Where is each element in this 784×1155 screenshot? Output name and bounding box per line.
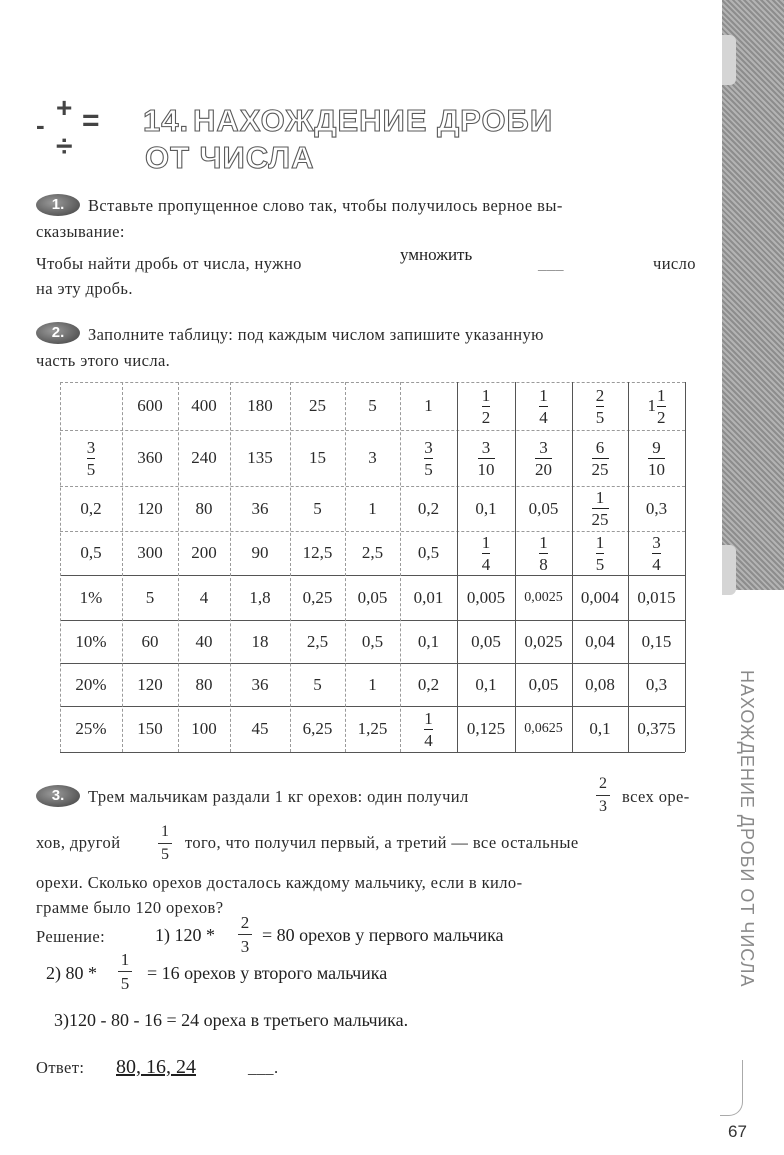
fraction-denominator: 4: [481, 554, 491, 574]
fraction-bar: [87, 458, 96, 459]
table-cell: [572, 663, 628, 706]
fraction: [539, 387, 548, 426]
minus-icon: -: [36, 110, 45, 140]
table-cell: [178, 706, 230, 752]
fraction-numerator: 3: [86, 437, 96, 457]
cell-value: [424, 439, 433, 478]
cell-value: 0,5: [361, 631, 384, 651]
task3-line4: грамме было 120 орехов?: [36, 898, 224, 917]
table-cell: [230, 575, 290, 620]
fraction-table: [60, 382, 685, 752]
table-cell: [230, 486, 290, 531]
cell-value: [482, 387, 491, 426]
fraction-denominator: 25: [591, 459, 609, 479]
cell-value: 1,8: [249, 587, 271, 607]
cell-value: 1: [368, 674, 377, 694]
table-cell: [345, 486, 400, 531]
task3-line2-b: того, что получил первый, а третий — все остальные: [185, 833, 579, 852]
table-cell: [457, 430, 515, 486]
fraction-numerator: 3: [652, 532, 661, 552]
fraction-bar: [535, 458, 552, 459]
task1-sentence-start: Чтобы найти дробь от числа, нужно: [36, 254, 302, 273]
fraction-bar: [424, 729, 433, 730]
table-cell: [457, 706, 515, 752]
table-cell: [178, 430, 230, 486]
fraction-denominator: 3: [599, 798, 607, 815]
fraction-denominator: 4: [652, 554, 661, 574]
cell-value: 0,5: [80, 543, 102, 562]
table-cell: [122, 620, 178, 663]
table-cell: [515, 575, 572, 620]
plus-icon: +: [56, 92, 73, 123]
fraction-numerator: 1: [120, 950, 130, 969]
solution-label: Решение:: [36, 927, 106, 946]
table-cell: [178, 486, 230, 531]
table-cell: [572, 486, 628, 531]
fraction: [592, 489, 609, 528]
cell-value: 4: [199, 587, 209, 607]
table-cell: [457, 531, 515, 575]
task3-fraction-one-fifth: [158, 824, 172, 863]
cell-value: 1: [368, 498, 377, 518]
cell-value: [652, 534, 661, 573]
table-row-label: [60, 486, 122, 531]
table-cell: [122, 575, 178, 620]
divide-icon: ÷: [56, 130, 73, 163]
fraction-denominator: 3: [240, 937, 250, 956]
cell-value: 135: [247, 448, 273, 467]
fraction-numerator: 1: [161, 823, 169, 840]
fraction-bar: [592, 508, 609, 509]
table-cell: [178, 531, 230, 575]
fraction-denominator: 5: [595, 554, 605, 574]
cell-value: 0,375: [637, 719, 676, 738]
cell-value: 0,2: [80, 498, 102, 518]
cell-value: 400: [191, 396, 217, 415]
cell-value: 1%: [79, 587, 103, 607]
cell-value: 150: [137, 719, 163, 738]
fraction-numerator: 1: [424, 708, 433, 728]
cell-value: [478, 439, 495, 478]
solution-step1-b: = 80 орехов у первого мальчика: [262, 925, 504, 945]
margin-tab-strip: [722, 0, 784, 590]
cell-value: 6,25: [302, 719, 333, 738]
cell-value: 0,08: [585, 674, 615, 694]
fraction: [482, 387, 491, 426]
cell-value: 5: [145, 587, 155, 607]
cell-value: 120: [137, 674, 163, 694]
table-cell: [572, 575, 628, 620]
table-cell: [122, 430, 178, 486]
fraction-denominator: 25: [591, 510, 609, 529]
answer-value: 80, 16, 24: [116, 1056, 196, 1078]
cell-value: 0,01: [413, 587, 444, 607]
table-cell: [178, 575, 230, 620]
fraction-denominator: 20: [535, 459, 552, 479]
solution-step1-a: 1) 120 *: [155, 925, 215, 945]
table-cell: [290, 531, 345, 575]
cell-value: 0,1: [475, 674, 497, 694]
table-cell: [230, 663, 290, 706]
table-cell: [230, 531, 290, 575]
cell-value: 0,05: [528, 674, 559, 694]
cell-value: 0,004: [580, 587, 620, 607]
cell-value: [648, 387, 666, 426]
table-cell: [628, 663, 685, 706]
table-cell: [572, 430, 628, 486]
fraction-denominator: 5: [120, 974, 130, 993]
table-cell: [290, 486, 345, 531]
cell-value: [596, 387, 605, 426]
solution-step2-a: 2) 80 *: [46, 963, 97, 983]
table-cell: [290, 430, 345, 486]
table-row-label: [60, 663, 122, 706]
page-number: 67: [728, 1122, 747, 1141]
fraction-numerator: 3: [481, 437, 491, 457]
table-header-cell: [178, 382, 230, 430]
cell-value: 5: [368, 396, 377, 415]
cell-value: [482, 534, 491, 573]
fraction: [592, 439, 609, 478]
table-cell: [345, 663, 400, 706]
table-cell: [400, 531, 457, 575]
cell-value: 0,05: [357, 587, 388, 607]
cell-value: 0,125: [466, 719, 506, 738]
cell-value: 120: [137, 498, 163, 518]
fraction-bar: [592, 458, 609, 459]
cell-value: [539, 534, 548, 573]
task3-line1-a: Трем мальчикам раздали 1 кг орехов: один получил: [88, 787, 469, 806]
table-row-label: [60, 620, 122, 663]
fraction-bar: [482, 553, 491, 554]
table-cell: [457, 620, 515, 663]
arithmetic-ops-icon: [30, 92, 120, 172]
fraction-numerator: 1: [481, 532, 491, 552]
fraction-numerator: 1: [539, 532, 548, 552]
cell-value: 0,0025: [524, 589, 563, 605]
answer-end: ___.: [248, 1058, 279, 1077]
fraction: [87, 439, 96, 478]
cell-value: 100: [191, 719, 217, 738]
fraction-denominator: 2: [481, 407, 491, 427]
table-grid-line: [60, 752, 685, 753]
table-cell: [628, 706, 685, 752]
cell-value: 2,5: [306, 631, 329, 651]
cell-value: 0,5: [417, 543, 440, 562]
fraction-denominator: 5: [161, 846, 169, 863]
table-cell: [628, 575, 685, 620]
equals-icon: =: [82, 104, 100, 137]
cell-value: 240: [191, 448, 217, 467]
table-cell: [572, 706, 628, 752]
fraction-bar: [539, 406, 548, 407]
fraction-denominator: 10: [648, 459, 665, 479]
cell-value: 1,25: [357, 719, 388, 738]
table-cell: [457, 575, 515, 620]
fraction: [657, 387, 666, 426]
task1-text-line2: сказывание:: [36, 222, 125, 241]
table-cell: [230, 706, 290, 752]
page-corner-decoration: [720, 1060, 743, 1116]
fraction-numerator: 1: [657, 385, 666, 405]
cell-value: 25: [309, 396, 326, 415]
fraction-denominator: 4: [424, 730, 433, 750]
fraction-bar: [648, 458, 665, 459]
cell-value: 10%: [75, 631, 107, 651]
cell-value: [424, 710, 433, 749]
table-cell: [345, 531, 400, 575]
task1-answer: умножить: [400, 245, 473, 264]
fraction-numerator: 1: [481, 385, 491, 405]
fraction: [535, 439, 552, 478]
table-grid-line: [685, 382, 686, 752]
section-title-line2: ОТ ЧИСЛА: [145, 140, 315, 175]
table-cell: [230, 620, 290, 663]
cell-value: 45: [251, 719, 269, 738]
table-row-label: [60, 531, 122, 575]
table-cell: [345, 706, 400, 752]
table-cell: [628, 430, 685, 486]
table-cell: [290, 620, 345, 663]
table-header-cell: [345, 382, 400, 430]
table-header-cell: [628, 382, 685, 430]
cell-value: [596, 534, 605, 573]
table-cell: [230, 430, 290, 486]
fraction: [424, 710, 433, 749]
fraction-bar: [424, 458, 433, 459]
cell-value: [87, 439, 96, 478]
fraction: [482, 534, 491, 573]
table-cell: [572, 531, 628, 575]
step2-fraction: [118, 951, 132, 992]
fraction-numerator: 1: [539, 385, 548, 405]
cell-value: 0,1: [417, 631, 440, 651]
table-cell: [345, 430, 400, 486]
task3-line3: орехи. Сколько орехов досталось каждому мальчику, если в кило-: [36, 873, 523, 892]
fraction-numerator: 6: [595, 437, 605, 457]
cell-value: 0,3: [645, 498, 668, 518]
solution-step3: 3)120 - 80 - 16 = 24 ореха в третьего мальчика.: [54, 1010, 409, 1030]
cell-value: [592, 489, 609, 528]
fraction-denominator: 5: [424, 459, 433, 479]
task3-fraction-two-thirds: [596, 776, 610, 815]
answer-label: Ответ:: [36, 1058, 85, 1077]
fraction-bar: [478, 458, 495, 459]
task2-text-line2: часть этого числа.: [36, 351, 171, 370]
cell-value: 0,05: [528, 498, 559, 518]
table-cell: [628, 531, 685, 575]
side-chapter-title: НАХОЖДЕНИЕ ДРОБИ ОТ ЧИСЛА: [737, 670, 757, 988]
table-cell: [515, 531, 572, 575]
cell-value: 36: [251, 674, 269, 694]
fraction-denominator: 5: [595, 407, 605, 427]
cell-value: 600: [137, 396, 163, 415]
fraction-numerator: 1: [595, 532, 605, 552]
table-cell: [122, 706, 178, 752]
fraction-bar: [596, 553, 605, 554]
table-cell: [345, 620, 400, 663]
table-cell: [457, 486, 515, 531]
table-cell: [345, 575, 400, 620]
section-number: 14.: [143, 103, 190, 138]
table-header-cell: [290, 382, 345, 430]
cell-value: 40: [195, 631, 213, 651]
cell-value: 0,05: [471, 631, 501, 651]
fraction-numerator: 2: [240, 913, 250, 932]
solution-step2-b: = 16 орехов у второго мальчика: [147, 963, 388, 983]
cell-value: 0,2: [417, 674, 440, 694]
table-cell: [515, 706, 572, 752]
table-cell: [290, 706, 345, 752]
task1-sentence-mid: число: [653, 254, 696, 273]
cell-value: 0,3: [645, 674, 668, 694]
cell-value: 12,5: [302, 543, 333, 562]
task1-sentence-end: на эту дробь.: [36, 279, 133, 298]
cell-value: 0,04: [585, 631, 615, 651]
table-cell: [400, 486, 457, 531]
fraction-bar: [482, 406, 491, 407]
fraction-numerator: 2: [599, 775, 607, 792]
cell-value: 0,005: [466, 587, 506, 607]
table-header-cell: [230, 382, 290, 430]
fraction-bar: [652, 553, 661, 554]
table-cell: [628, 486, 685, 531]
fraction-denominator: 2: [657, 407, 666, 427]
table-cell: [178, 620, 230, 663]
table-cell: [400, 663, 457, 706]
fraction-bar: [596, 406, 605, 407]
table-cell: [515, 486, 572, 531]
task3-line2-a: хов, другой: [36, 833, 121, 852]
fraction-denominator: 10: [477, 459, 495, 479]
table-cell: [515, 620, 572, 663]
fraction: [652, 534, 661, 573]
fraction-bar: [657, 406, 666, 407]
cell-value: [539, 387, 548, 426]
cell-value: 180: [247, 396, 273, 415]
cell-value: 360: [137, 448, 163, 467]
table-header-cell: [572, 382, 628, 430]
table-cell: [457, 663, 515, 706]
table-cell: [400, 430, 457, 486]
task2-text-line1: Заполните таблицу: под каждым числом запишите указанную: [88, 325, 544, 344]
cell-value: 0,1: [475, 498, 497, 518]
cell-value: 60: [141, 631, 159, 651]
table-cell: [290, 663, 345, 706]
task-badge-2: 2.: [36, 322, 80, 344]
table-cell: [515, 663, 572, 706]
cell-value: 0,2: [417, 498, 440, 518]
cell-value: 20%: [75, 674, 107, 694]
table-cell: [178, 663, 230, 706]
table-cell: [400, 706, 457, 752]
cell-value: 5: [313, 498, 322, 518]
cell-value: [648, 439, 665, 478]
table-cell: [122, 486, 178, 531]
cell-value: 15: [309, 448, 326, 467]
fraction-numerator: 2: [595, 385, 605, 405]
cell-value: 36: [251, 498, 269, 518]
table-cell: [400, 620, 457, 663]
fraction: [424, 439, 433, 478]
cell-value: 0,25: [302, 587, 333, 607]
fraction-denominator: 4: [539, 407, 548, 427]
cell-value: 5: [313, 674, 322, 694]
table-header-cell: [515, 382, 572, 430]
fraction: [478, 439, 495, 478]
table-header-cell: [122, 382, 178, 430]
table-header-cell: [457, 382, 515, 430]
cell-value: [535, 439, 552, 478]
cell-value: 0,015: [637, 587, 676, 607]
table-cell: [290, 575, 345, 620]
cell-value: 80: [195, 674, 213, 694]
table-cell: [515, 430, 572, 486]
fraction-denominator: 5: [86, 459, 96, 479]
fraction-numerator: 9: [652, 437, 661, 457]
table-header-cell: [400, 382, 457, 430]
table-row-label: [60, 706, 122, 752]
table-row-label: [60, 575, 122, 620]
task1-blank: ___: [538, 254, 564, 273]
cell-value: 0,0625: [524, 721, 563, 736]
cell-value: 300: [137, 543, 163, 562]
fraction-numerator: 1: [595, 488, 605, 507]
task-badge-1: 1.: [36, 194, 80, 216]
table-cell: [122, 531, 178, 575]
cell-value: 0,025: [524, 631, 563, 651]
fraction-numerator: 3: [424, 437, 433, 457]
cell-value: 25%: [75, 719, 107, 738]
mixed-whole: 1: [647, 396, 656, 415]
cell-value: 200: [191, 543, 217, 562]
cell-value: 3: [368, 448, 377, 467]
fraction-numerator: 3: [539, 437, 548, 457]
task1-text-line1: Вставьте пропущенное слово так, чтобы получилось верное вы-: [88, 196, 563, 215]
fraction-bar: [539, 553, 548, 554]
table-cell: [628, 620, 685, 663]
fraction: [648, 439, 665, 478]
cell-value: [592, 439, 609, 478]
table-cell: [572, 620, 628, 663]
cell-value: 18: [251, 631, 269, 651]
step1-fraction: [238, 914, 252, 955]
fraction: [596, 387, 605, 426]
cell-value: 0,15: [641, 631, 672, 651]
task3-line1-b: всех оре-: [622, 787, 690, 806]
table-cell: [122, 663, 178, 706]
fraction: [539, 534, 548, 573]
fraction: [596, 534, 605, 573]
cell-value: 90: [251, 543, 269, 562]
table-row-label: [60, 430, 122, 486]
cell-value: 80: [195, 498, 213, 518]
fraction-denominator: 8: [539, 554, 548, 574]
cell-value: 2,5: [361, 543, 384, 562]
task-badge-3: 3.: [36, 785, 80, 807]
cell-value: 0,1: [589, 719, 611, 738]
cell-value: 1: [424, 396, 433, 415]
section-title-line1: НАХОЖДЕНИЕ ДРОБИ: [193, 103, 554, 138]
table-cell: [400, 575, 457, 620]
